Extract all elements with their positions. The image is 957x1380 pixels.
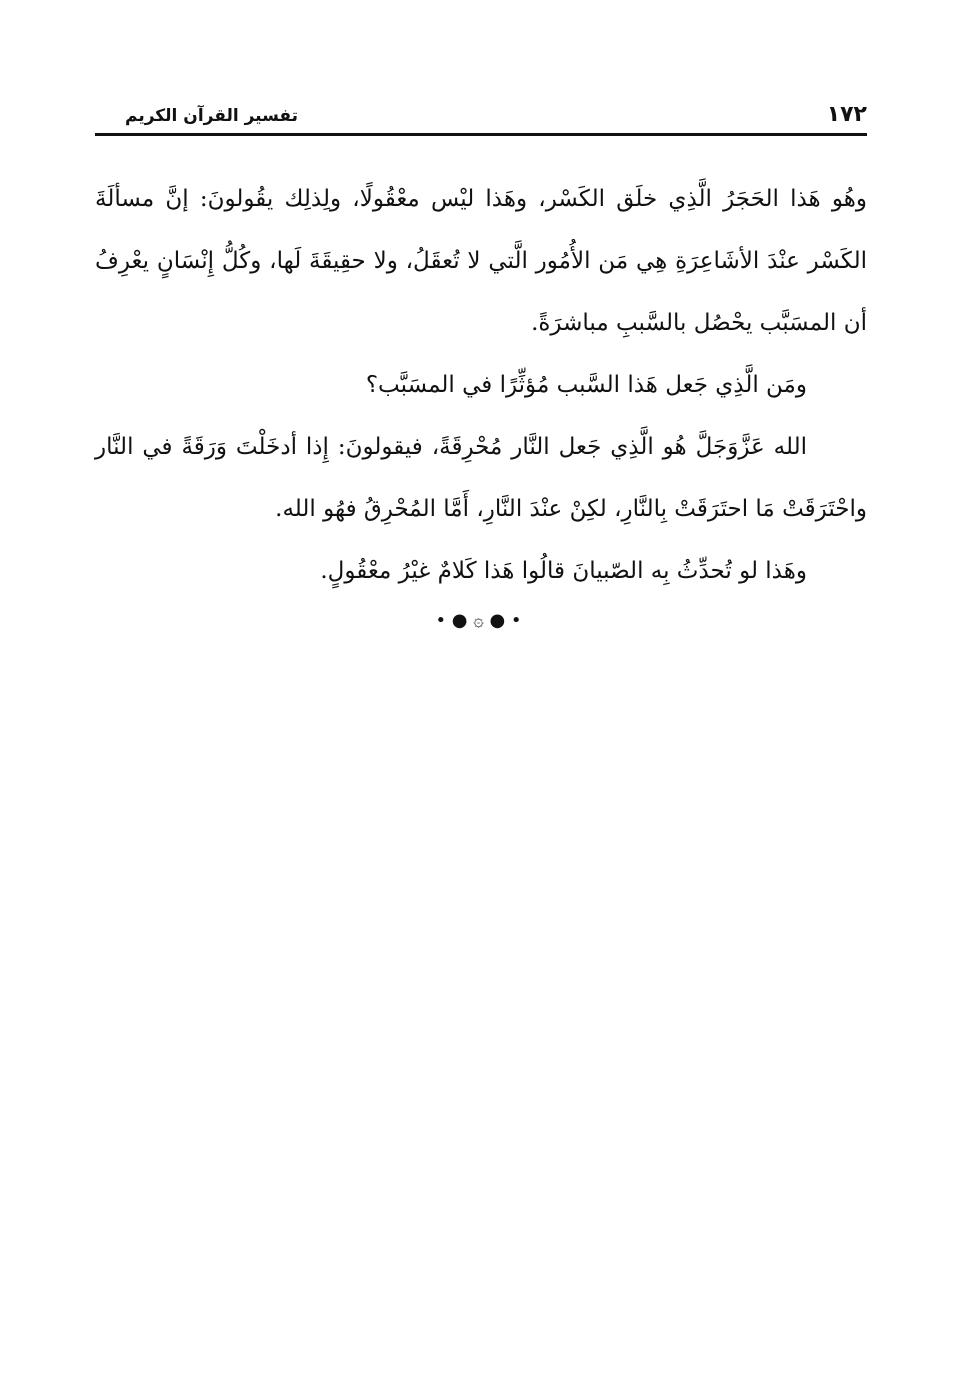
paragraph: وهُو هَذا الحَجَرُ الَّذِي خلَق الكَسْر، وهَذا ليْس معْقُولًا، ولِذلِك يقُولونَ: إنَّ مسألَةَ الكَسْر عنْدَ الأشَاعِرَةِ هِي مَن الأُمُور الَّتي لا تُعقَلُ، ولا حقِيقَةَ لَها، وكُلُّ إِنْسَانٍ يعْرِفُ أن المسَبَّب يحْصُل بالسَّببِ مباشرَةً. (95, 186, 867, 336)
paragraph: ومَن الَّذِي جَعل هَذا السَّبب مُؤثِّرًا في المسَبَّب؟ (365, 372, 807, 398)
running-title: تفسير القرآن الكريم (125, 106, 299, 126)
paragraph: الله عَزَّوَجَلَّ هُو الَّذِي جَعل النَّار مُحْرِقَةً، فيقولونَ: إِذا أدخَلْتَ وَرَقَةً في النَّار واحْتَرَقَتْ مَا احتَرَقَتْ بِالنَّارِ، لكِنْ عنْدَ النَّارِ، أَمَّا المُحْرِقُ فهُو الله. (95, 434, 867, 522)
page-header (95, 100, 867, 134)
end-ornament-icon: • ● ۞ ● • (435, 610, 522, 631)
body-text (95, 168, 867, 602)
page-number: ١٧٢ (826, 102, 867, 127)
header-rule (95, 133, 867, 136)
paragraph: وهَذا لو تُحدِّثُ بِه الصّبيانَ قالُوا هَذا كَلامٌ غيْرُ معْقُولٍ. (320, 558, 807, 584)
